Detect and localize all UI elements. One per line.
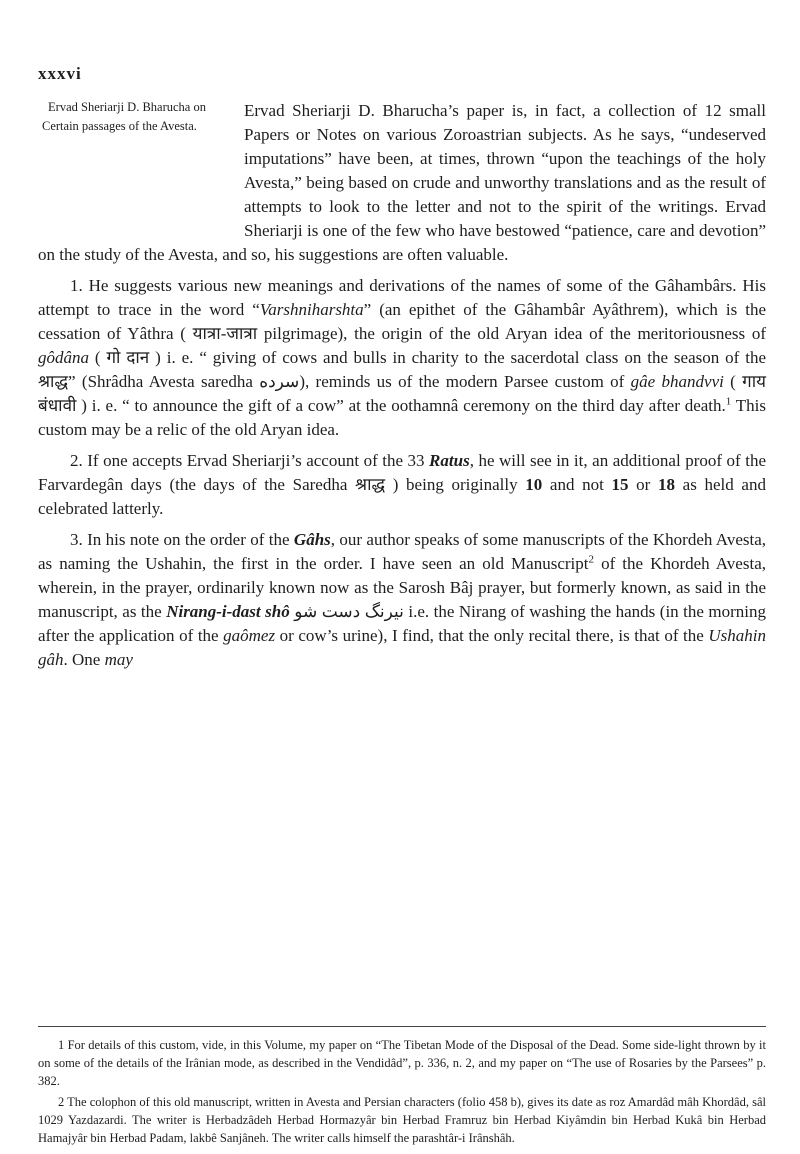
term-godana: gôdâna <box>38 348 89 367</box>
term-ratus: Ratus <box>429 451 470 470</box>
term-may: may <box>104 650 133 669</box>
footnote-ref-1: 1 <box>725 395 732 408</box>
paragraph-item-3: 3. In his note on the order of the Gâhs, our author speaks of some manuscripts of the Khordeh Avesta, as naming the Ushahin, the first in the order. I have seen an old Manuscript$^2$ of the Khordeh Avesta, wherein, in the prayer, ordinarily known now as the Sarosh Bâj prayer, but formerly known, as said in the manuscript, as the Nirang-i-dast shô نیرنگ دست شو i.e. the Nirang of washing the hands (in the morning after the application of the gaômez or cow’s urine), I find, that the only recital there, is that of the Ushahin gâh. One may <box>38 530 767 669</box>
margin-note-subject: Certain passages of the Avesta. <box>42 119 197 133</box>
footnotes <box>38 1036 766 1150</box>
term-gae-bhandvvi: gâe bhandvvi <box>630 372 724 391</box>
footnote-1: 1 For details of this custom, vide, in this Volume, my paper on “The Tibetan Mode of the Disposal of the Dead. Some side-light thrown by it on some of the details of the Irânian mode, as described in the Vendidâd”, p. 336, n. 2, and my paper on “The use of Rosaries by the Parsees” p. 382. <box>38 1038 766 1088</box>
term-gaomez: gaômez <box>223 626 276 645</box>
margin-note-author: Ervad Sheriarji D. Bharucha on <box>48 100 206 114</box>
footnote-divider <box>38 1026 766 1027</box>
main-text <box>38 99 766 679</box>
paragraph-item-1: 1. He suggests various new meanings and derivations of the names of some of the Gâhambârs. His attempt to trace in the word “Varshniharshta” (an epithet of the Gâhambâr Ayâthrem), which is the cessation of Yâthra ( यात्रा-जात्रा pilgrimage), the origin of the old Aryan idea of the meritoriousness of gôdâna ( गो दान ) i. e. “ giving of cows and bulls in charity to the sacerdotal class on the season of the श्राद्ध” (Shrâdha Avesta saredha سرده), reminds us of the modern Parsee custom of gâe bhandvvi ( गाय बंधावी ) i. e. “ to announce the gift of a cow” at the oothamnâ ceremony on the third day after death.$^1$ This custom may be a relic of the old Aryan idea. <box>38 276 767 439</box>
term-varshniharshta: Varshniharshta <box>259 300 364 319</box>
paragraph-item-2: 2. If one accepts Ervad Sheriarji’s account of the 33 Ratus, he will see in it, an additional proof of the Farvardegân days (the days of the Saredha श्राद्ध ) being originally 10 and not 15 or 18 as held and celebrated latterly. <box>38 451 766 518</box>
term-ushahin-gah: Ushahin gâh <box>38 626 766 669</box>
term-gahs: Gâhs <box>293 530 331 549</box>
footnote-2: 2 The colophon of this old manuscript, written in Avesta and Persian characters (folio 458 b), gives its date as roz Amardâd mâh Khordâd, sâl 1029 Yazdazardi. The writer is Herbadzâdeh Herbad Hormazyâr bin Herbad Framruz bin Herbad Kiyâmdin bin Herbad Kukâ bin Herbad Hamajyâr bin Herbad Padam, lakbê Sanjâneh. The writer calls himself the parashtâr-i Irânshâh. <box>38 1095 766 1145</box>
term-nirang-i-dast-sho: Nirang-i-dast shô <box>166 602 290 621</box>
intro-paragraph: Ervad Sheriarji D. Bharucha’s paper is, in fact, a collection of 12 small Papers or Notes on various Zoroastrian subjects. As he says, “undeserved imputations” have been, at times, thrown “upon the teachings of the holy Avesta,” being based on crude and unworthy translations and as the result of attempts to look to the letter and not to the spirit of the writings. Ervad Sheriarji is one of the few who have bestowed “patience, care and devotion” on the study of the Avesta, and so, his suggestions are often valuable. <box>38 101 766 264</box>
footnote-ref-2: 2 <box>588 553 594 566</box>
page-number: xxxvi <box>38 64 82 83</box>
